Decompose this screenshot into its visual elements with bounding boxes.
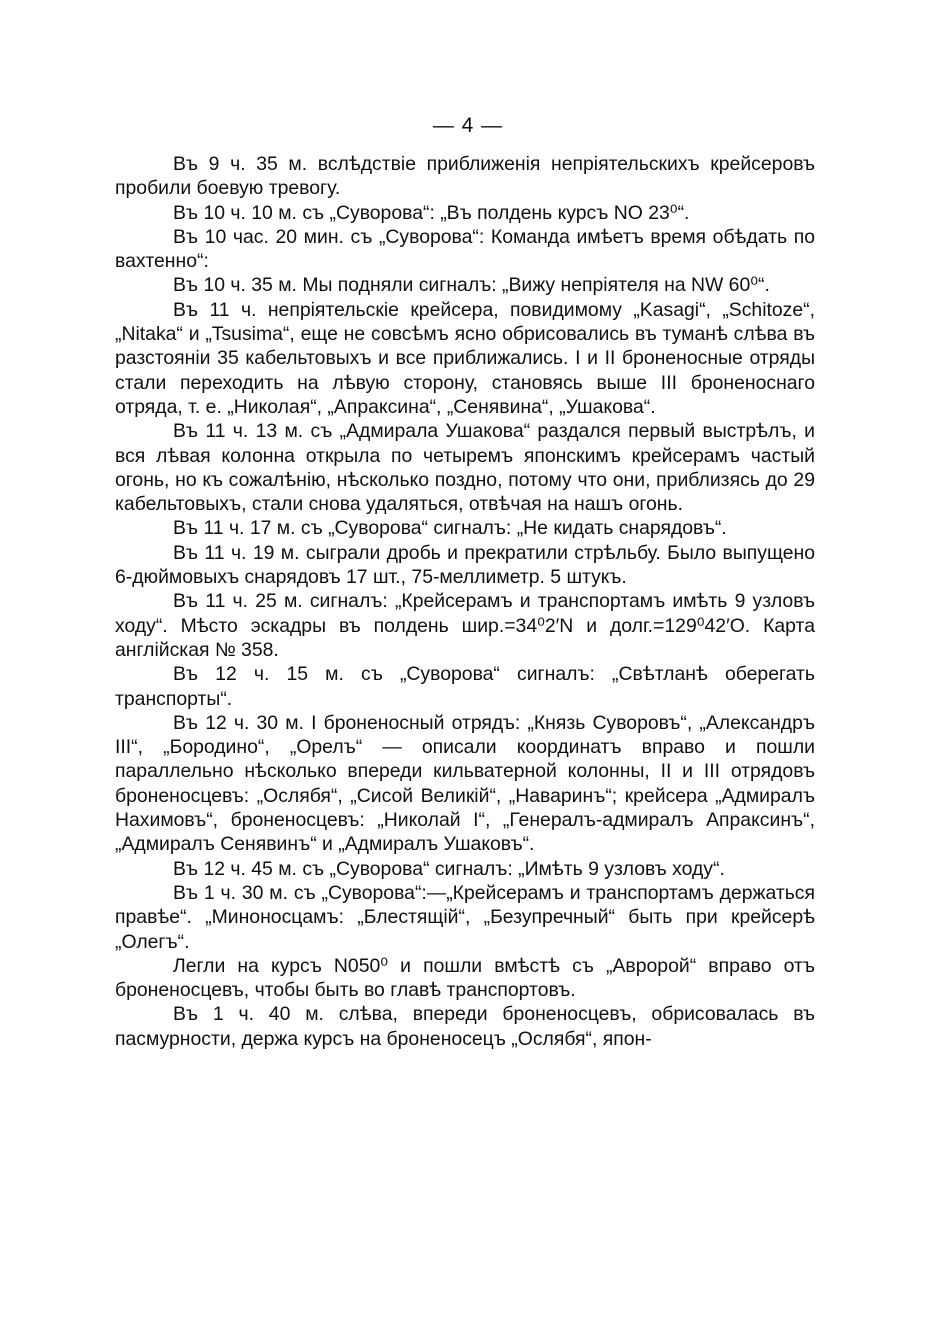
- page-number: — 4 —: [432, 114, 504, 137]
- paragraph: Въ 11 ч. непріятельскіе крейсера, повидимому „Kasagi“, „Schitoze“, „Nitaka“ и „Tsusima“, еще не совсѣмъ ясно обрисовались въ туманѣ слѣва въ разстояніи 35 кабельтовыхъ и все приближались. I и II броненосные отряды стали переходить на лѣвую сторону, становясь выше III броненоснаго отряда, т. е. „Николая“, „Апраксина“, „Сенявина“, „Ушакова“.: [115, 298, 815, 418]
- paragraph: Въ 11 ч. 17 м. съ „Суворова“ сигналъ: „Не кидать снарядовъ“.: [173, 517, 727, 540]
- paragraph: Въ 1 ч. 40 м. слѣва, впереди броненосцевъ, обрисовалась въ пасмурности, держа курсъ на броненосецъ „Ослябя“, япон-: [115, 1003, 815, 1050]
- paragraph: Въ 9 ч. 35 м. вслѣдствіе приближенія непріятельскихъ крейсеровъ пробили боевую тревогу.: [115, 153, 815, 200]
- paragraph: Въ 11 ч. 13 м. съ „Адмирала Ушакова“ раздался первый выстрѣлъ, и вся лѣвая колонна открыла по четыремъ японскимъ крейсерамъ частый огонь, но къ сожалѣнію, нѣсколько поздно, потому что они, приблизясь до 29 кабельтовыхъ, стали снова удаляться, отвѣчая на нашъ огонь.: [115, 420, 815, 516]
- paragraph: Въ 12 ч. 30 м. I броненосный отрядъ: „Князь Суворовъ“, „Александръ III“, „Бородино“, „Орелъ“ — описали координатъ вправо и пошли параллельно нѣсколько впереди кильватерной колонны, II и III отрядовъ броненосцевъ: „Ослябя“, „Сисой Великій“, „Наваринъ“; крейсера „Адмиралъ Нахимовъ“, броненосцевъ: „Николай I“, „Генералъ-адмиралъ Апраксинъ“, „Адмиралъ Сенявинъ“ и „Адмиралъ Ушаковъ“.: [115, 711, 815, 856]
- paragraph: Въ 11 ч. 19 м. сыграли дробь и прекратили стрѣльбу. Было выпущено 6-дюймовыхъ снарядовъ 17 шт., 75-меллиметр. 5 штукъ.: [115, 541, 815, 589]
- paragraph: Въ 12 ч. 45 м. съ „Суворова“ сигналъ: „Имѣть 9 узловъ ходу“.: [173, 857, 725, 880]
- paragraph: Въ 10 ч. 35 м. Мы подняли сигналъ: „Вижу непріятеля на NW 60⁰“.: [173, 274, 770, 297]
- paragraph: Въ 12 ч. 15 м. съ „Суворова“ сигналъ: „Свѣтланѣ оберегать транспорты“.: [115, 663, 815, 710]
- paragraph: Въ 11 ч. 25 м. сигналъ: „Крейсерамъ и транспортамъ имѣть 9 узловъ ходу“. Мѣсто эскадры въ полдень шир.=34⁰2′N и долг.=129⁰42′О. Карта англійская № 358.: [115, 590, 815, 661]
- body-text: [115, 152, 815, 1051]
- paragraph: Въ 1 ч. 30 м. съ „Суворова“:—„Крейсерамъ и транспортамъ держаться правѣе“. „Миноносцамъ: „Блестящій“, „Безупречный“ быть при крейсерѣ „Олегъ“.: [115, 881, 815, 953]
- paragraph: Въ 10 час. 20 мин. съ „Суворова“: Команда имѣетъ время обѣдать по вахтенно“:: [115, 225, 815, 273]
- paragraph: Въ 10 ч. 10 м. съ „Суворова“: „Въ полдень курсъ NO 23⁰“.: [173, 201, 690, 224]
- paragraph: Легли на курсъ N050⁰ и пошли вмѣстѣ съ „Авророй“ вправо отъ броненосцевъ, чтобы быть во главѣ транспортовъ.: [115, 954, 815, 1002]
